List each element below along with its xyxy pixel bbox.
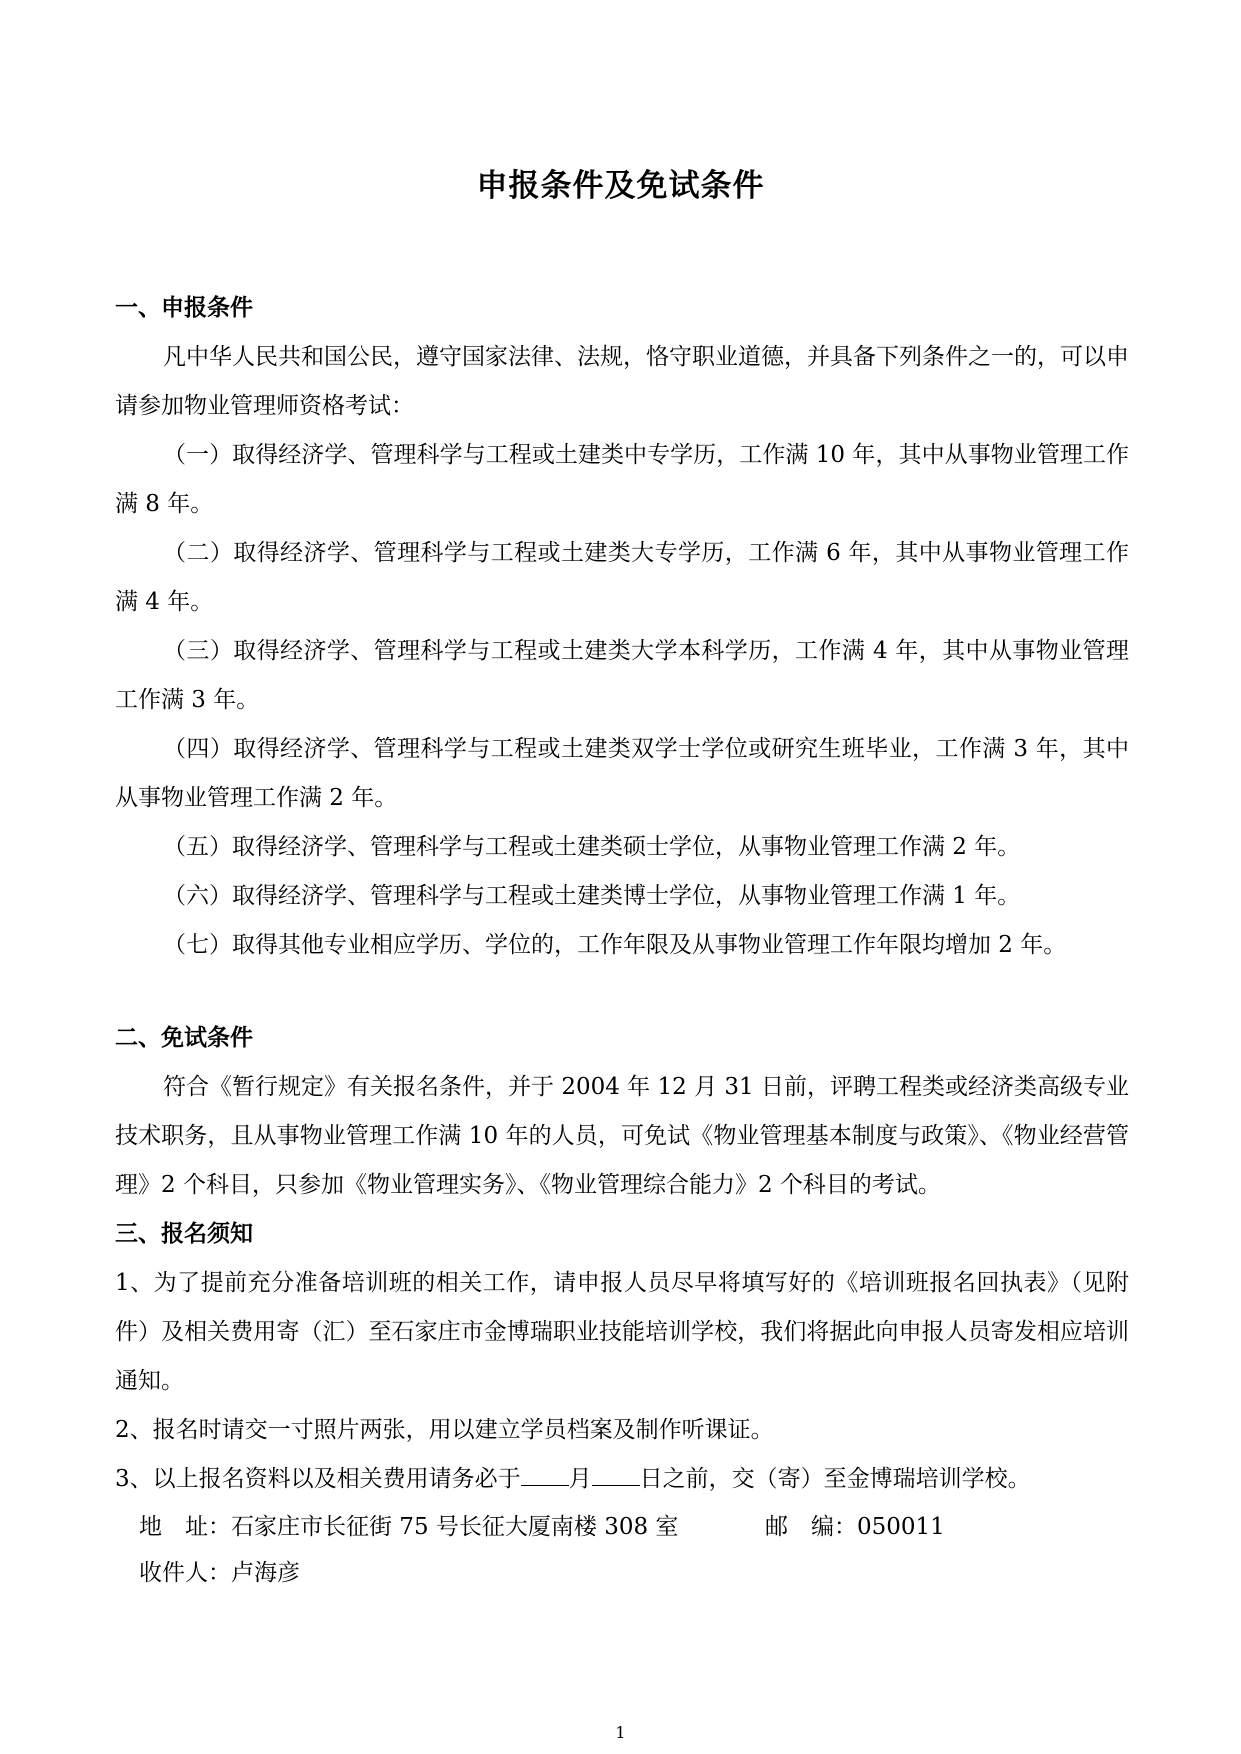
deadline-suffix: 日之前，交（寄）至金博瑞培训学校。 <box>639 1466 1031 1492</box>
postcode-label: 邮 编： <box>765 1514 857 1540</box>
postcode <box>765 1504 945 1550</box>
month-blank <box>521 1465 569 1486</box>
recipient-value: 卢海彦 <box>231 1560 300 1586</box>
postcode-value: 050011 <box>857 1514 945 1540</box>
contact-block <box>115 1504 1129 1596</box>
document-body <box>115 284 1129 1596</box>
condition-item-4: （四）取得经济学、管理科学与工程或土建类双学士学位或研究生班毕业，工作满 3 年，其中从事物业管理工作满 2 年。 <box>115 736 1129 811</box>
section-intro-paragraph: 凡中华人民共和国公民，遵守国家法律、法规，恪守职业道德，并具备下列条件之一的，可以申请参加物业管理师资格考试： <box>115 344 1129 419</box>
exemption-paragraph: 符合《暂行规定》有关报名条件，并于 2004 年 12 月 31 日前，评聘工程类或经济类高级专业技术职务，且从事物业管理工作满 10 年的人员，可免试《物业管理基本制度与政策》、《物业经营管理》2 个科目，只参加《物业管理实务》、《物业管理综合能力》2 个科目的考试。 <box>115 1074 1129 1198</box>
address-label: 地 址： <box>139 1514 231 1540</box>
address <box>139 1504 765 1550</box>
condition-item-1: （一）取得经济学、管理科学与工程或土建类中专学历，工作满 10 年，其中从事物业管理工作满 8 年。 <box>115 442 1129 517</box>
address-value: 石家庄市长征街 75 号长征大厦南楼 308 室 <box>231 1514 679 1540</box>
day-blank <box>592 1465 640 1486</box>
page-title: 申报条件及免试条件 <box>476 168 765 204</box>
registration-note-3 <box>115 1455 1129 1504</box>
registration-note-2: 2、报名时请交一寸照片两张，用以建立学员档案及制作听课证。 <box>115 1417 774 1443</box>
condition-item-3: （三）取得经济学、管理科学与工程或土建类大学本科学历，工作满 4 年，其中从事物业管理工作满 3 年。 <box>115 638 1129 713</box>
section-spacer <box>115 970 1129 1014</box>
deadline-month-label: 月 <box>568 1466 592 1492</box>
condition-item-7: （七）取得其他专业相应学历、学位的，工作年限及从事物业管理工作年限均增加 2 年。 <box>163 932 1067 958</box>
section-heading-exemption: 二、免试条件 <box>115 1025 253 1051</box>
section-heading-application: 一、申报条件 <box>115 295 253 321</box>
recipient-line <box>139 1550 1129 1596</box>
address-line <box>139 1504 1129 1550</box>
condition-item-6: （六）取得经济学、管理科学与工程或土建类博士学位，从事物业管理工作满 1 年。 <box>163 883 1021 909</box>
section-heading-registration: 三、报名须知 <box>115 1221 253 1247</box>
page-number: 1 <box>615 1723 626 1742</box>
registration-note-1: 1、为了提前充分准备培训班的相关工作，请申报人员尽早将填写好的《培训班报名回执表》（见附件）及相关费用寄（汇）至石家庄市金博瑞职业技能培训学校，我们将据此向申报人员寄发相应培训通知。 <box>115 1270 1129 1394</box>
recipient-label: 收件人： <box>139 1560 231 1586</box>
deadline-prefix: 3、以上报名资料以及相关费用请务必于 <box>115 1466 521 1492</box>
condition-item-2: （二）取得经济学、管理科学与工程或土建类大专学历，工作满 6 年，其中从事物业管理工作满 4 年。 <box>115 540 1129 615</box>
condition-item-5: （五）取得经济学、管理科学与工程或土建类硕士学位，从事物业管理工作满 2 年。 <box>163 834 1021 860</box>
